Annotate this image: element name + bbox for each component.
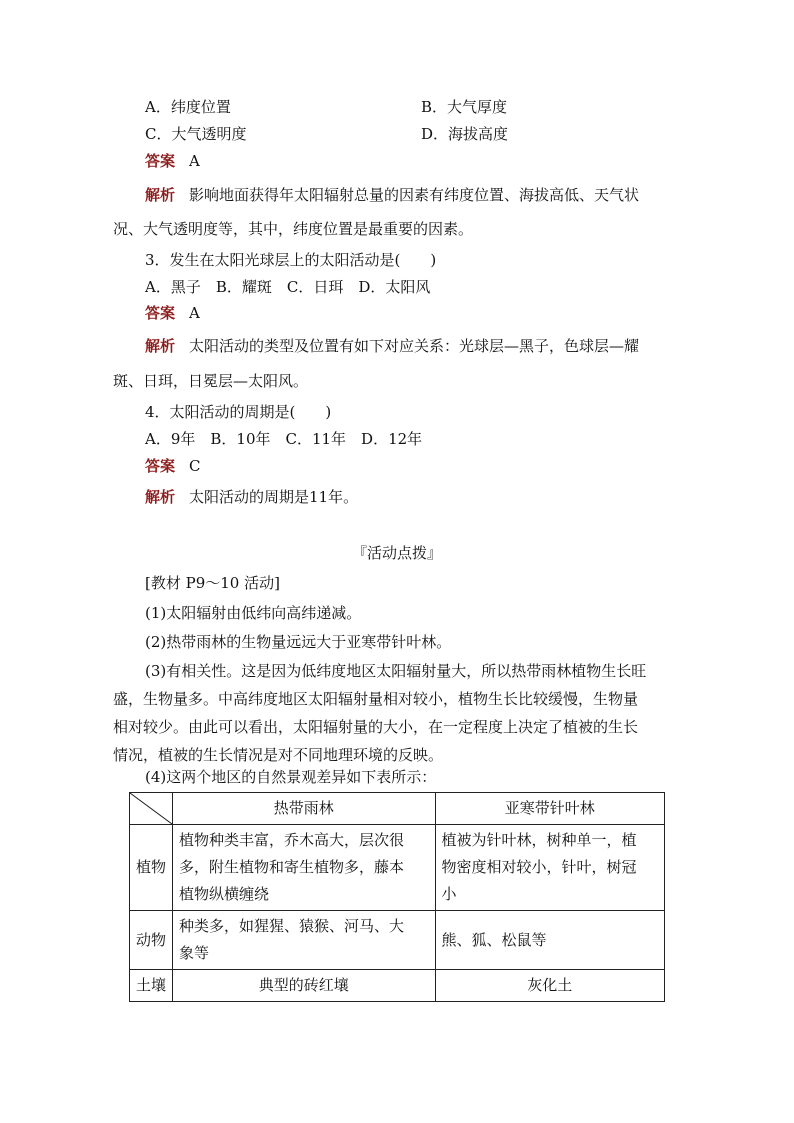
activity-point-3-line1: (3)有相关性。这是因为低纬度地区太阳辐射量大，所以热带雨林植物生长旺: [145, 662, 647, 680]
cell-rainforest-soil: 典型的砖红壤: [173, 970, 436, 1002]
answer-label: 答案: [145, 457, 176, 475]
textbook-source: [教材 P9～10 活动]: [145, 574, 280, 592]
q2-option-a: A．纬度位置: [145, 98, 231, 116]
q2-analysis-line2: 况、大气透明度等，其中，纬度位置是最重要的因素。: [113, 220, 474, 238]
answer-value: A: [189, 152, 200, 170]
activity-point-3-line4: 情况，植被的生长情况是对不同地理环境的反映。: [113, 746, 444, 764]
analysis-label: 解析: [145, 186, 176, 204]
cell-taiga-plants: [435, 825, 664, 911]
cell-text: 小: [441, 885, 457, 903]
cell-text: 植被为针叶林，树种单一，植: [441, 831, 637, 849]
column-header-taiga: 亚寒带针叶林: [435, 793, 664, 825]
table-row: [130, 970, 665, 1002]
q2-analysis-line1: [145, 185, 639, 205]
q3-answer: [145, 303, 200, 323]
row-header-plants: 植物: [130, 825, 173, 911]
activity-point-3-line3: 相对较少。由此可以看出，太阳辐射量的大小，在一定程度上决定了植被的生长: [113, 718, 639, 736]
q2-option-d: D．海拔高度: [421, 125, 509, 143]
analysis-text: 太阳活动的类型及位置有如下对应关系：光球层—黑子，色球层—耀: [189, 337, 640, 355]
activity-point-2: (2)热带雨林的生物量远远大于亚寒带针叶林。: [145, 633, 452, 651]
comparison-table: [129, 792, 665, 1002]
cell-text: 植物种类丰富，乔木高大，层次很: [179, 831, 405, 849]
q4-analysis-line1: [145, 487, 358, 507]
q3-analysis-line1: [145, 336, 639, 356]
analysis-text: 太阳活动的周期是11年。: [189, 488, 359, 506]
cell-text: 植物纵横缠绕: [179, 885, 270, 903]
q2-option-b: B．大气厚度: [421, 98, 508, 116]
table-header-row: [130, 793, 665, 825]
answer-value: A: [189, 304, 200, 322]
activity-point-4: (4)这两个地区的自然景观差异如下表所示：: [145, 768, 437, 786]
row-header-animals: 动物: [130, 911, 173, 970]
q4-answer: [145, 456, 201, 476]
cell-text: 种类多，如猩猩、猿猴、河马、大: [179, 917, 405, 935]
q3-stem: 3．发生在太阳光球层上的太阳活动是( ): [145, 251, 437, 269]
q3-analysis-line2: 斑、日珥，日冕层—太阳风。: [113, 372, 309, 390]
diagonal-line: [130, 793, 172, 824]
table-row: [130, 825, 665, 911]
table-row: [130, 911, 665, 970]
q2-option-c: C．大气透明度: [145, 125, 247, 143]
section-title: 『活动点拨』: [351, 544, 442, 562]
cell-text: 象等: [179, 944, 210, 962]
activity-point-3-line2: 盛，生物量多。中高纬度地区太阳辐射量相对较小，植物生长比较缓慢，生物量: [113, 690, 639, 708]
cell-taiga-animals: 熊、狐、松鼠等: [435, 911, 664, 970]
q4-stem: 4．太阳活动的周期是( ): [145, 403, 332, 421]
cell-rainforest-animals: [173, 911, 436, 970]
q2-answer: [145, 151, 200, 171]
cell-taiga-soil: 灰化土: [435, 970, 664, 1002]
activity-point-1: (1)太阳辐射由低纬向高纬递减。: [145, 604, 362, 622]
answer-value: C: [189, 457, 201, 475]
cell-text: 物密度相对较小，针叶，树冠: [441, 858, 637, 876]
analysis-text: 影响地面获得年太阳辐射总量的因素有纬度位置、海拔高低、天气状: [189, 186, 640, 204]
answer-label: 答案: [145, 152, 176, 170]
q4-options: A．9年 B．10年 C．11年 D．12年: [145, 430, 423, 448]
q3-options: A．黑子 B．耀斑 C．日珥 D．太阳风: [145, 278, 431, 296]
answer-label: 答案: [145, 304, 176, 322]
column-header-rainforest: 热带雨林: [173, 793, 436, 825]
cell-text: 多，附生植物和寄生植物多，藤本: [179, 858, 405, 876]
diagonal-header-cell: [130, 793, 173, 825]
row-header-soil: 土壤: [130, 970, 173, 1002]
cell-rainforest-plants: [173, 825, 436, 911]
analysis-label: 解析: [145, 488, 176, 506]
analysis-label: 解析: [145, 337, 176, 355]
